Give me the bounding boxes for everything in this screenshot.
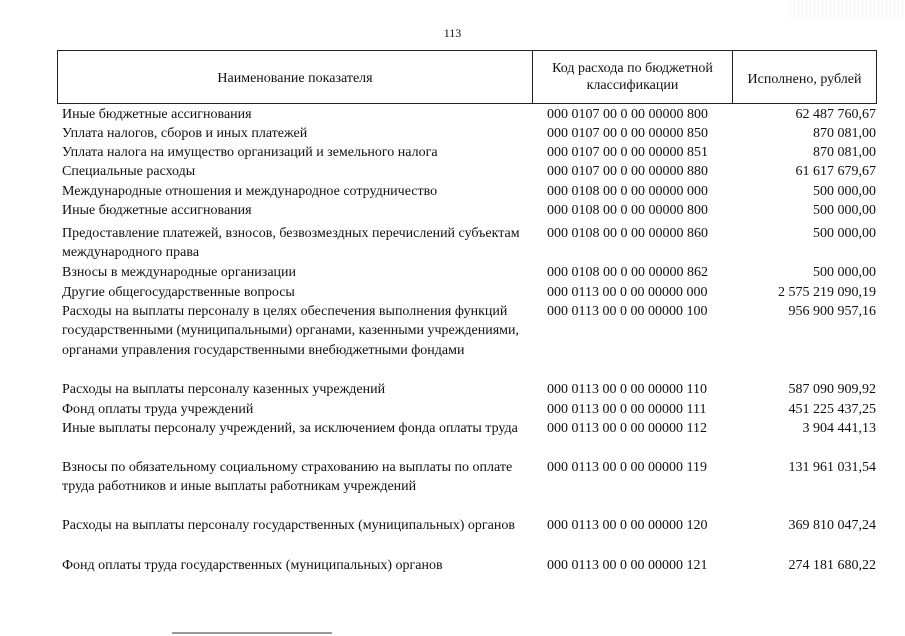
- row-name: Предоставление платежей, взносов, безвозмездных перечислений субъектам международного права: [62, 226, 520, 261]
- row-name: Иные выплаты персоналу учреждений, за исключением фонда оплаты труда: [62, 421, 518, 436]
- row-code: 000 0108 00 0 00 00000 860: [547, 226, 708, 241]
- row-code: 000 0113 00 0 00 00000 100: [547, 304, 708, 319]
- row-name: Расходы на выплаты персоналу в целях обеспечения выполнения функций государственными (муниципальными) органами, казенными учреждениями, органами управления государственными внебюджетными фондами: [62, 304, 519, 358]
- row-name: Иные бюджетные ассигнования: [62, 107, 252, 122]
- page-bottom-mark: [172, 632, 332, 634]
- row-amount: 451 225 437,25: [788, 402, 876, 417]
- row-name: Фонд оплаты труда государственных (муниципальных) органов: [62, 558, 443, 573]
- row-code: 000 0107 00 0 00 00000 880: [547, 164, 708, 179]
- row-code: 000 0108 00 0 00 00000 862: [547, 265, 708, 280]
- row-amount: 369 810 047,24: [788, 518, 876, 533]
- row-code: 000 0113 00 0 00 00000 110: [547, 382, 707, 397]
- row-name: Взносы по обязательному социальному страхованию на выплаты по оплате труда работников и иные выплаты работникам учреждений: [62, 460, 513, 495]
- row-amount: 870 081,00: [813, 145, 876, 160]
- row-code: 000 0113 00 0 00 00000 000: [547, 285, 708, 300]
- row-amount: 500 000,00: [813, 184, 876, 199]
- header-amount: Исполнено, рублей: [747, 71, 862, 87]
- row-name: Другие общегосударственные вопросы: [62, 285, 295, 300]
- row-code: 000 0107 00 0 00 00000 800: [547, 107, 708, 122]
- row-name: Расходы на выплаты персоналу казенных учреждений: [62, 382, 386, 397]
- row-code: 000 0108 00 0 00 00000 800: [547, 203, 708, 218]
- row-code: 000 0113 00 0 00 00000 120: [547, 518, 708, 533]
- row-amount: 61 617 679,67: [795, 164, 876, 179]
- row-name: Фонд оплаты труда учреждений: [62, 402, 254, 417]
- row-code: 000 0107 00 0 00 00000 850: [547, 126, 708, 141]
- row-amount: 3 904 441,13: [802, 421, 876, 436]
- row-amount: 500 000,00: [813, 265, 876, 280]
- page-number: 113: [443, 26, 462, 40]
- row-code: 000 0107 00 0 00 00000 851: [547, 145, 708, 160]
- row-amount: 2 575 219 090,19: [778, 285, 876, 300]
- row-code: 000 0113 00 0 00 00000 119: [547, 460, 707, 475]
- row-code: 000 0113 00 0 00 00000 121: [547, 558, 708, 573]
- row-name: Расходы на выплаты персоналу государственных (муниципальных) органов: [62, 518, 515, 533]
- row-amount: 62 487 760,67: [795, 107, 876, 122]
- row-code: 000 0113 00 0 00 00000 112: [547, 421, 707, 436]
- header-name: Наименование показателя: [58, 51, 533, 103]
- row-amount: 587 090 909,92: [788, 382, 876, 397]
- row-amount: 500 000,00: [813, 203, 876, 218]
- row-code: 000 0108 00 0 00 00000 000: [547, 184, 708, 199]
- row-name: Иные бюджетные ассигнования: [62, 203, 252, 218]
- row-name: Международные отношения и международное сотрудничество: [62, 184, 438, 199]
- header-code: Код расхода по бюджетной классификации: [533, 51, 733, 103]
- row-amount: 956 900 957,16: [788, 304, 876, 319]
- row-amount: 500 000,00: [813, 226, 876, 241]
- row-amount: 870 081,00: [813, 126, 876, 141]
- row-amount: 131 961 031,54: [788, 460, 876, 475]
- row-name: Уплата налога на имущество организаций и земельного налога: [62, 145, 438, 160]
- row-name: Уплата налогов, сборов и иных платежей: [62, 126, 308, 141]
- row-name: Взносы в международные организации: [62, 265, 297, 280]
- row-amount: 274 181 680,22: [788, 558, 876, 573]
- row-code: 000 0113 00 0 00 00000 111: [547, 402, 707, 417]
- row-name: Специальные расходы: [62, 164, 196, 179]
